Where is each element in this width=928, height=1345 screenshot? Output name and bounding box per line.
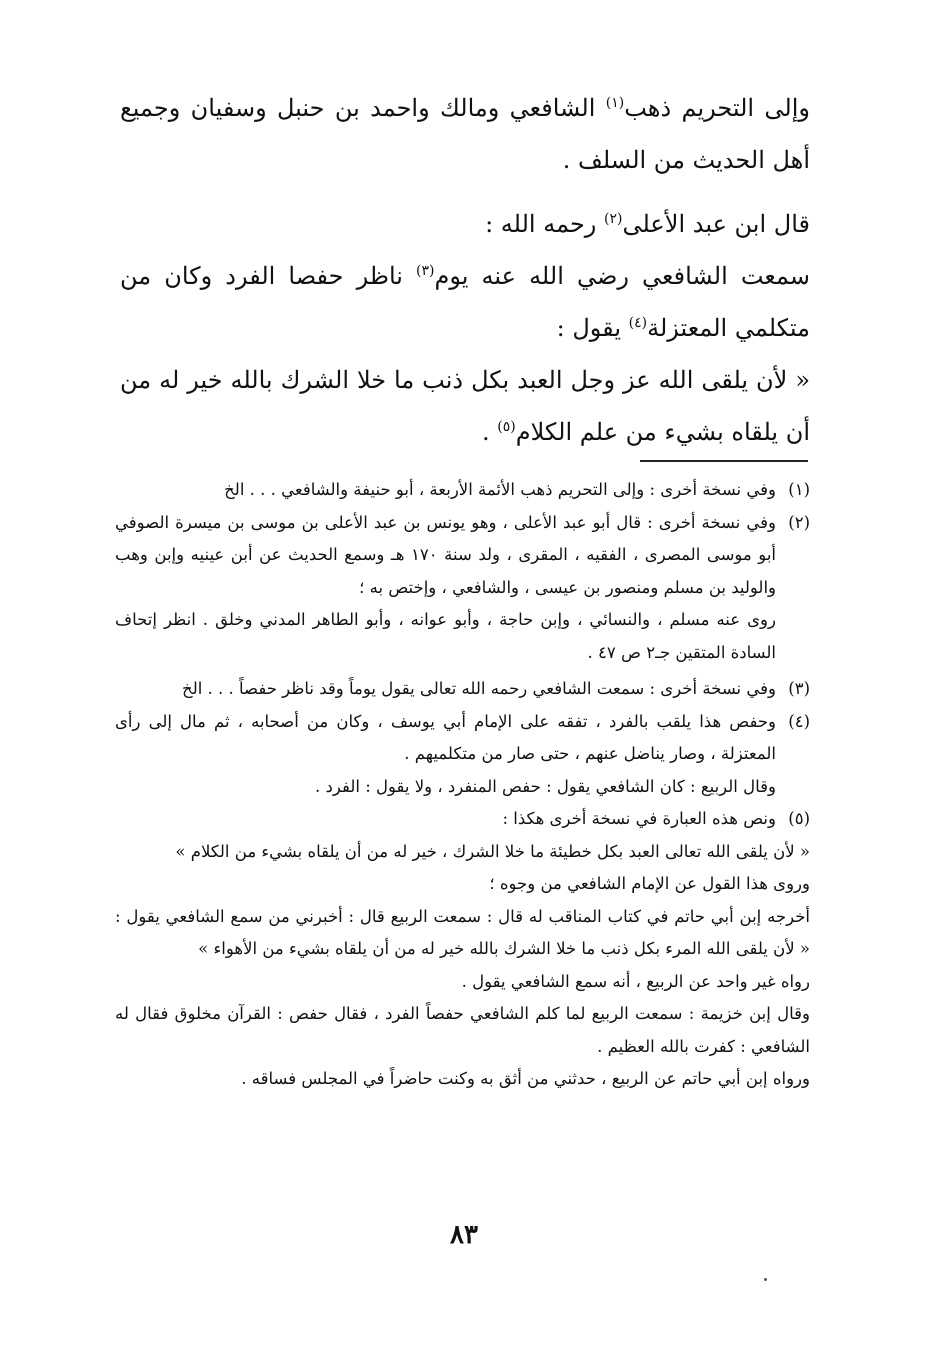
main-text: [120, 82, 810, 458]
scan-speck: [764, 1278, 767, 1281]
footnote-text: روى عنه مسلم ، والنسائي ، وإبن حاجة ، وأبو عوانه ، وأبو الطاهر المدني وخلق . انظر إتحاف السادة المتقين جـ٢ ص ٤٧ .: [115, 610, 776, 662]
footnote-5-line: [115, 998, 810, 1063]
footnote-text: وقال إبن خزيمة : سمعت الربيع لما كلم الشافعي حفصاً الفرد ، فقال حفص : القرآن مخلوق فقال له الشافعي : كفرت بالله العظيم .: [115, 1004, 810, 1056]
footnote-number: (١): [788, 480, 810, 499]
text-run: .: [482, 418, 498, 446]
footnote-number: (٤): [788, 711, 810, 731]
text-run: رحمه الله :: [485, 210, 605, 238]
footnote-ref-4[interactable]: (٤): [628, 315, 648, 331]
footnote-separator: [640, 460, 808, 462]
footnote-ref-5[interactable]: (٥): [497, 419, 516, 435]
paragraph-1: [120, 82, 810, 186]
footnotes: [115, 474, 810, 1096]
paragraph-4-quote: [120, 354, 810, 458]
text-run: سمعت الشافعي رضي الله عنه يوم: [434, 262, 810, 290]
footnote-ref-1[interactable]: (١): [605, 95, 625, 111]
text-run: الشافعي ومالك واحمد بن حنبل وسفيان وجميع أهل الحديث من السلف .: [120, 94, 810, 174]
footnote-5-line: [115, 901, 810, 966]
footnote-text: أخرجه إبن أبي حاتم في كتاب المناقب له قال : سمعت الربيع قال : أخبرني من سمع الشافعي يقول : « لأن يلقى الله المرء بكل ذنب ما خلا الشرك بالله خير له من أن يلقاه بشيء من الأهواء »: [115, 906, 810, 958]
text-run: « لأن يلقى الله عز وجل العبد بكل ذنب ما خلا الشرك بالله خير له من أن يلقاه بشيء من علم الكلام: [120, 366, 810, 446]
footnote-5-line: [115, 966, 810, 999]
footnote-number: (٣): [788, 679, 810, 698]
footnote-4: [115, 706, 810, 771]
footnote-text: ونص هذه العبارة في نسخة أخرى هكذا :: [502, 809, 776, 828]
footnote-text: وقال الربيع : كان الشافعي يقول : حفص المنفرد ، ولا يقول : الفرد .: [315, 776, 776, 796]
text-run: وإلى التحريم ذهب: [624, 94, 810, 122]
footnote-text: وفي نسخة أخرى : سمعت الشافعي رحمه الله تعالى يقول يوماً وقد ناظر حفصاً . . . الخ: [182, 679, 776, 698]
footnote-number: (٥): [788, 809, 810, 828]
footnote-number: (٢): [788, 512, 810, 532]
footnote-text: رواه غير واحد عن الربيع ، أنه سمع الشافعي يقول .: [461, 971, 810, 991]
footnote-5-line: [115, 868, 810, 901]
footnote-text: وروى هذا القول عن الإمام الشافعي من وجوه ؛: [489, 874, 810, 893]
footnote-4-continued: [115, 771, 810, 804]
footnote-text: وحفص هذا يلقب بالفرد ، تفقه على الإمام أبي يوسف ، وكان من أصحابه ، ثم مال إلى رأى المعتزلة ، وصار يناضل عنهم ، حتى صار من متكلميهم .: [115, 711, 776, 763]
footnote-5-line: [115, 1063, 810, 1096]
footnote-ref-3[interactable]: (٣): [416, 263, 435, 279]
footnote-3: [115, 673, 810, 706]
footnote-text: « لأن يلقى الله تعالى العبد بكل خطيئة ما خلا الشرك ، خير له من أن يلقاه بشيء من الكلام »: [175, 841, 810, 861]
footnote-2: [115, 507, 810, 605]
footnote-2-continued: [115, 604, 810, 669]
footnote-5: [115, 803, 810, 836]
paragraph-2: [120, 198, 810, 250]
footnote-text: وفي نسخة أخرى : قال أبو عبد الأعلى ، وهو يونس بن عبد الأعلى بن موسى بن ميسرة الصوفي أبو موسى المصرى ، الفقيه ، المقرى ، ولد سنة ١٧٠ هـ وسمع الحديث عن أبن عينيه وإبن وهب والوليد بن مسلم ومنصور بن عيسى ، والشافعي ، وإختص به ؛: [115, 512, 776, 597]
text-run: ناظر حفصا الفرد وكان من متكلمي المعتزلة: [120, 262, 810, 342]
text-run: يقول :: [556, 314, 629, 342]
text-run: قال ابن عبد الأعلى: [622, 210, 810, 238]
paragraph-3: [120, 250, 810, 354]
footnote-1: [115, 474, 810, 507]
footnote-5-quote: [115, 836, 810, 869]
footnote-text: وفي نسخة أخرى : وإلى التحريم ذهب الأئمة الأربعة ، أبو حنيفة والشافعي . . . الخ: [224, 480, 776, 499]
page-number: ٨٣: [450, 1220, 478, 1250]
footnote-ref-2[interactable]: (٢): [604, 211, 623, 227]
footnote-text: ورواه إبن أبي حاتم عن الربيع ، حدثني من أثق به وكنت حاضراً في المجلس فساقه .: [241, 1069, 810, 1088]
